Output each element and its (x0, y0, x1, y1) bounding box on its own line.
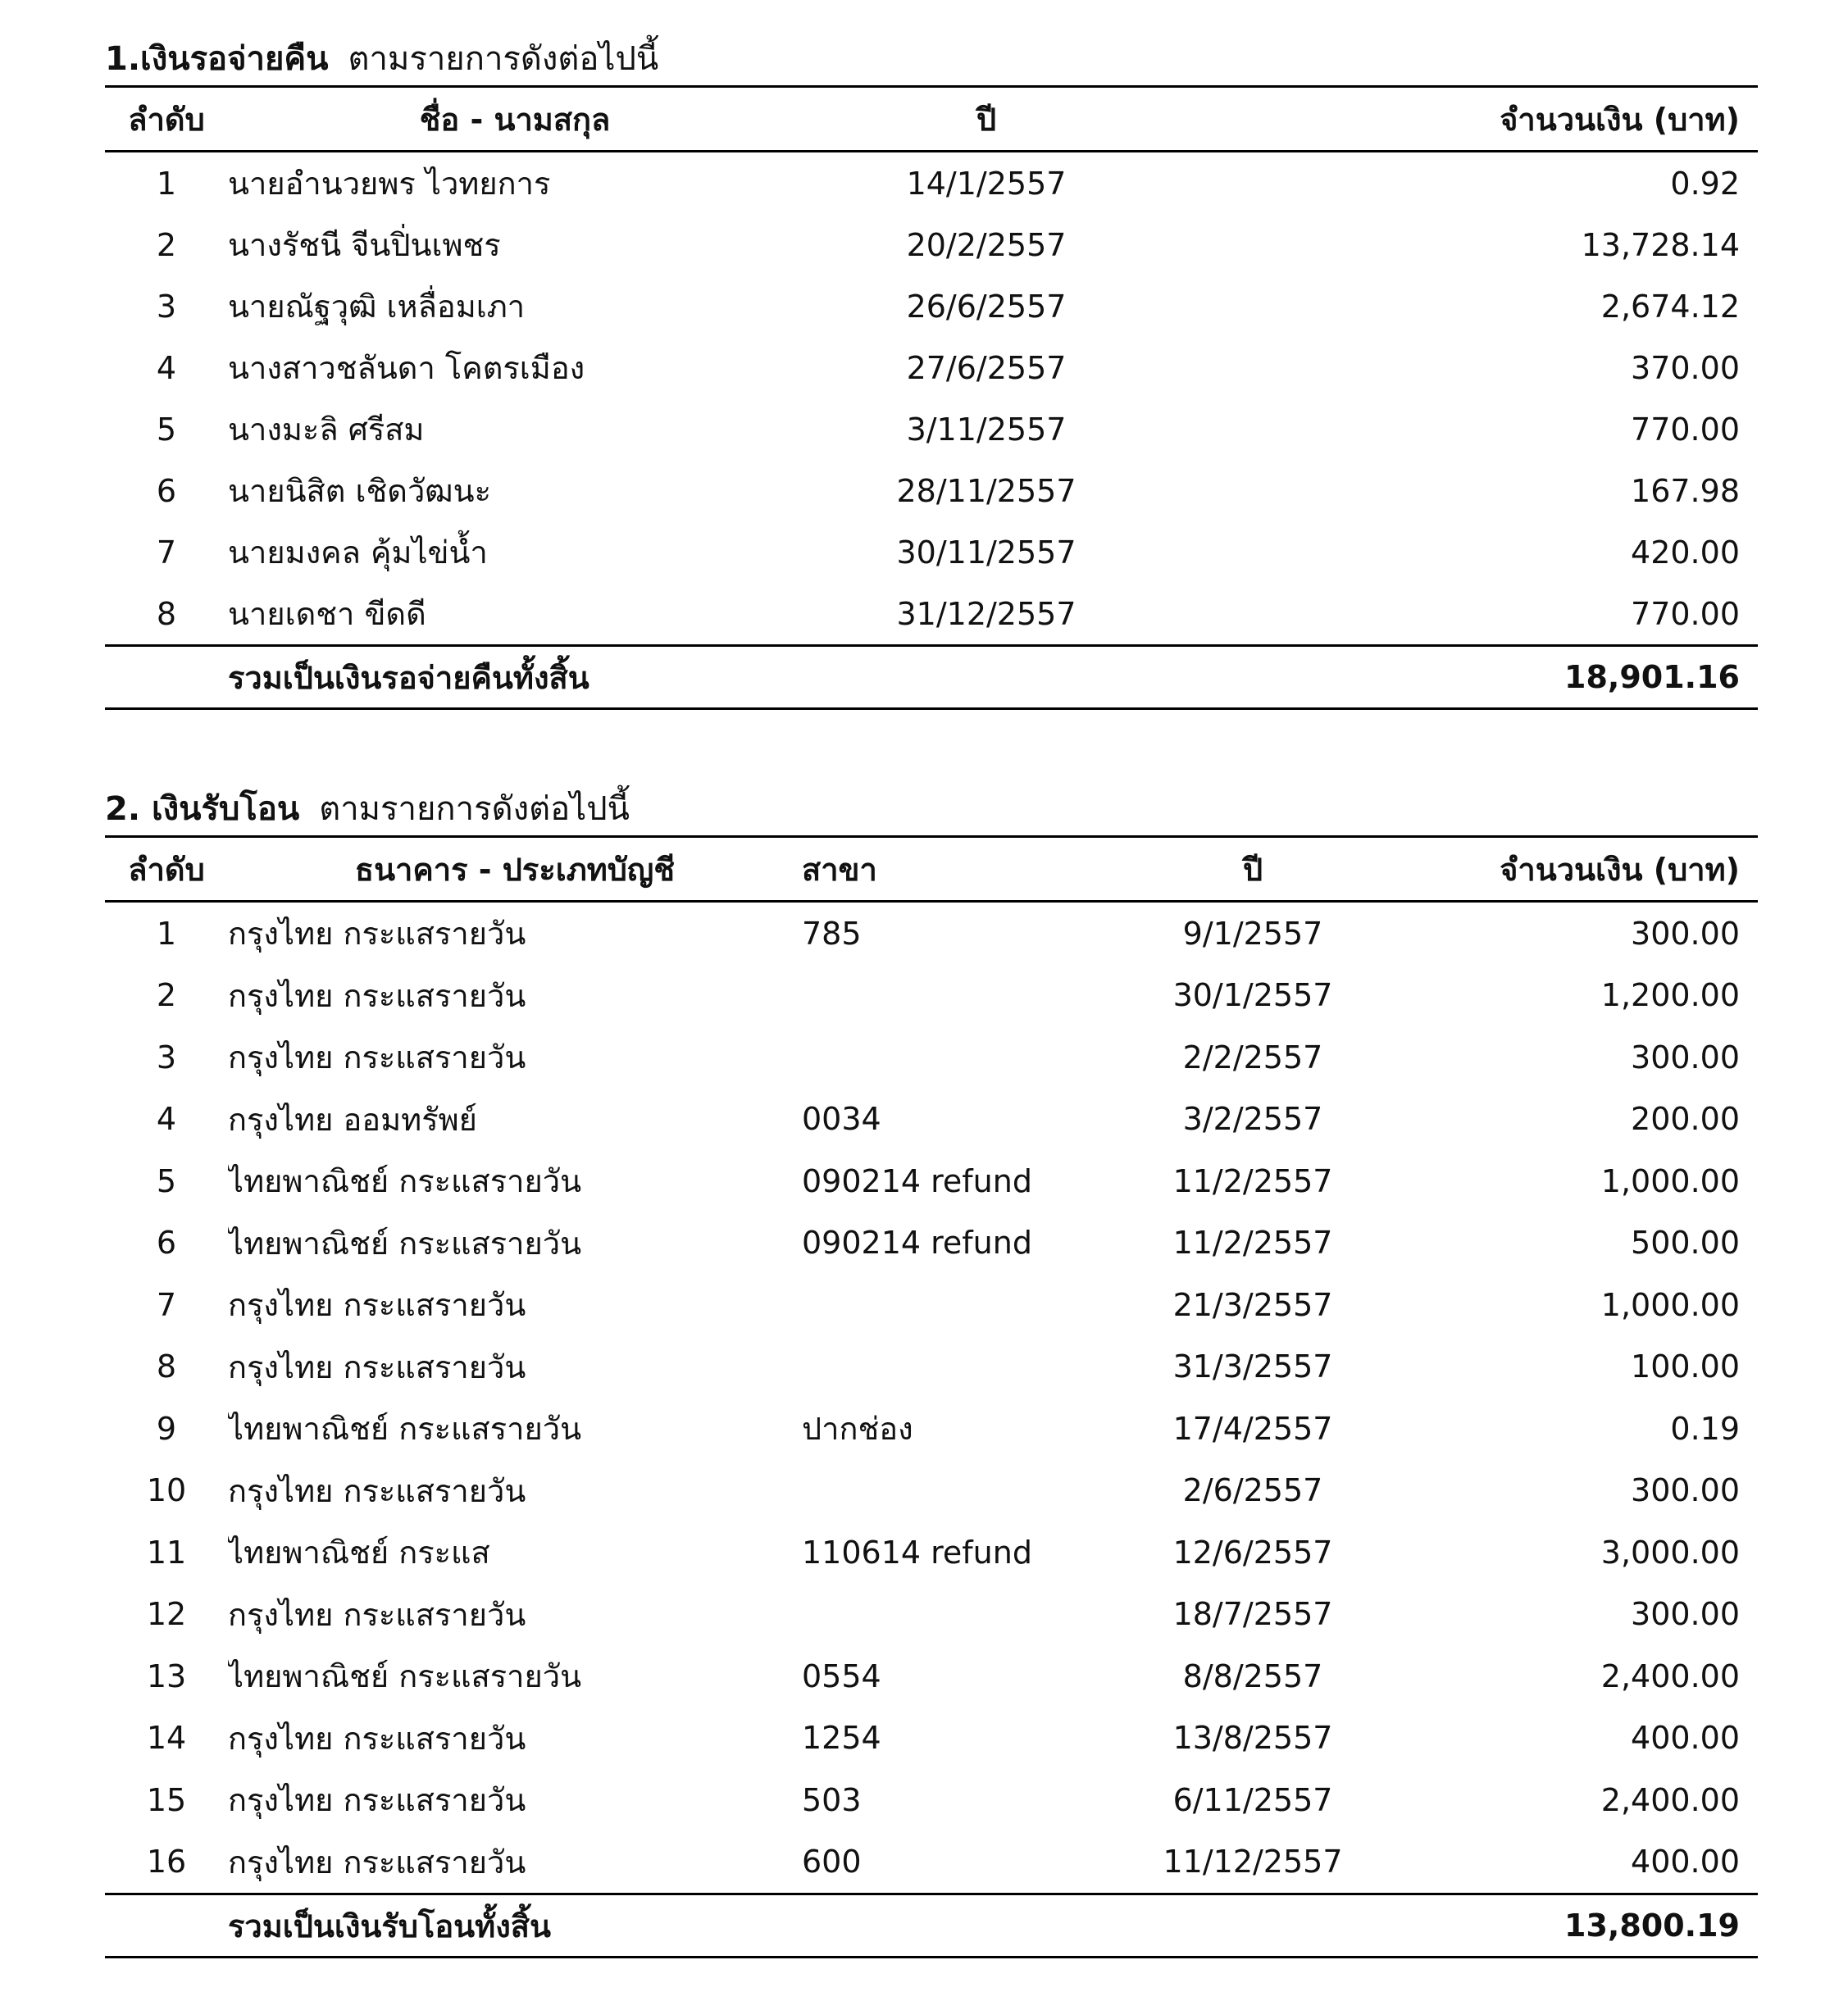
cell-seq: 6 (156, 1225, 177, 1262)
total-row (105, 646, 1758, 709)
cell-date: 13/8/2557 (1172, 1720, 1333, 1757)
cell-name: นางมะลิ ศรีสม (228, 412, 425, 448)
cell-date: 2/6/2557 (1182, 1472, 1323, 1509)
cell-seq: 3 (156, 1039, 177, 1075)
cell-branch: 785 (802, 915, 862, 952)
header-year: ปี (802, 87, 1171, 152)
table-row (105, 1150, 1758, 1212)
cell-amount: 300.00 (1631, 1596, 1740, 1633)
table-header-row (105, 87, 1758, 152)
cell-date: 3/2/2557 (1182, 1101, 1323, 1138)
table-row (105, 1769, 1758, 1831)
cell-amount: 770.00 (1631, 411, 1740, 448)
section-transfers-received (105, 783, 1758, 1958)
table-row (105, 965, 1758, 1027)
cell-amount: 300.00 (1631, 1472, 1740, 1509)
cell-bank: ไทยพาณิชย์ กระแสรายวัน (228, 1163, 582, 1200)
cell-branch: 503 (802, 1781, 862, 1818)
cell-bank: กรุงไทย กระแสรายวัน (228, 1287, 526, 1324)
cell-amount: 13,728.14 (1581, 226, 1740, 263)
cell-amount: 100.00 (1631, 1348, 1740, 1385)
cell-seq: 5 (156, 411, 177, 448)
cell-date: 3/11/2557 (906, 411, 1067, 448)
cell-name: นายเดชา ขีดดี (228, 596, 426, 632)
table-row (105, 1274, 1758, 1336)
cell-date: 31/12/2557 (896, 595, 1076, 632)
cell-bank: ไทยพาณิชย์ กระแสรายวัน (228, 1411, 582, 1448)
cell-branch: 0034 (802, 1101, 881, 1138)
cell-seq: 6 (156, 472, 177, 509)
cell-branch: 110614 refund (802, 1534, 1032, 1571)
cell-amount: 400.00 (1631, 1844, 1740, 1880)
cell-bank: ไทยพาณิชย์ กระแส (228, 1535, 490, 1571)
table-row (105, 1584, 1758, 1646)
cell-branch: 0554 (802, 1658, 881, 1694)
cell-amount: 2,400.00 (1600, 1658, 1740, 1694)
cell-date: 26/6/2557 (906, 288, 1067, 325)
cell-date: 17/4/2557 (1172, 1410, 1333, 1447)
cell-date: 27/6/2557 (906, 349, 1067, 386)
table-row (105, 275, 1758, 337)
header-branch: สาขา (802, 837, 1097, 902)
table-row (105, 1212, 1758, 1275)
table-row (105, 214, 1758, 275)
header-name: ชื่อ - นามสกุล (228, 87, 802, 152)
cell-seq: 4 (156, 349, 177, 386)
cell-name: นางสาวชลันดา โคตรเมือง (228, 350, 585, 386)
table-row (105, 521, 1758, 583)
cell-amount: 300.00 (1631, 915, 1740, 952)
cell-seq: 5 (156, 1162, 177, 1199)
table-row (105, 1398, 1758, 1460)
cell-seq: 4 (156, 1101, 177, 1138)
cell-bank: ไทยพาณิชย์ กระแสรายวัน (228, 1225, 582, 1262)
cell-seq: 9 (156, 1410, 177, 1447)
cell-amount: 770.00 (1631, 595, 1740, 632)
header-seq: ลำดับ (105, 87, 228, 152)
cell-name: นายมงคล คุ้มไข่น้ำ (228, 534, 488, 571)
cell-amount: 500.00 (1631, 1225, 1740, 1262)
cell-bank: กรุงไทย กระแสรายวัน (228, 1472, 526, 1509)
cell-date: 11/2/2557 (1172, 1225, 1333, 1262)
cell-date: 21/3/2557 (1172, 1286, 1333, 1323)
table-row (105, 1831, 1758, 1894)
cell-date: 20/2/2557 (906, 226, 1067, 263)
total-row (105, 1894, 1758, 1958)
total-label: รวมเป็นเงินรอจ่ายคืนทั้งสิ้น (228, 646, 802, 709)
cell-branch (802, 1460, 1097, 1522)
cell-date: 14/1/2557 (906, 165, 1067, 202)
cell-bank: กรุงไทย กระแสรายวัน (228, 916, 526, 953)
table-row (105, 152, 1758, 215)
cell-seq: 16 (146, 1844, 187, 1880)
cell-seq: 8 (156, 1348, 177, 1385)
table-row (105, 1089, 1758, 1151)
cell-date: 6/11/2557 (1172, 1781, 1333, 1818)
section-title: 2. เงินรับโอน (105, 790, 300, 828)
cell-name: นายนิสิต เชิดวัฒนะ (228, 473, 492, 509)
cell-bank: กรุงไทย กระแสรายวัน (228, 1596, 526, 1633)
cell-date: 8/8/2557 (1182, 1658, 1323, 1694)
section-pending-refunds (105, 33, 1758, 710)
table-row (105, 583, 1758, 646)
cell-seq: 8 (156, 595, 177, 632)
cell-date: 30/11/2557 (896, 534, 1076, 571)
total-amount: 18,901.16 (1171, 646, 1758, 709)
cell-name: นายณัฐวุฒิ เหลื่อมเภา (228, 289, 526, 325)
cell-branch (802, 1336, 1097, 1398)
cell-seq: 7 (156, 534, 177, 571)
cell-bank: ไทยพาณิชย์ กระแสรายวัน (228, 1658, 582, 1695)
cell-branch: 1254 (802, 1720, 881, 1757)
table-row (105, 1521, 1758, 1584)
cell-date: 28/11/2557 (896, 472, 1076, 509)
cell-amount: 0.19 (1670, 1410, 1740, 1447)
cell-branch: ปากช่อง (802, 1411, 913, 1448)
cell-branch (802, 1274, 1097, 1336)
cell-amount: 400.00 (1631, 1720, 1740, 1757)
cell-seq: 2 (156, 226, 177, 263)
cell-amount: 2,400.00 (1600, 1781, 1740, 1818)
table-row (105, 460, 1758, 521)
table-row (105, 398, 1758, 460)
cell-date: 18/7/2557 (1172, 1596, 1333, 1633)
cell-seq: 1 (156, 915, 177, 952)
section-subtitle: ตามรายการดังต่อไปนี้ (319, 790, 630, 828)
cell-branch: 090214 refund (802, 1225, 1032, 1262)
section-subtitle: ตามรายการดังต่อไปนี้ (348, 40, 659, 78)
cell-date: 30/1/2557 (1172, 977, 1333, 1014)
cell-bank: กรุงไทย กระแสรายวัน (228, 1844, 526, 1880)
total-amount: 13,800.19 (1409, 1894, 1758, 1958)
cell-bank: กรุงไทย กระแสรายวัน (228, 1348, 526, 1385)
cell-amount: 167.98 (1631, 472, 1740, 509)
cell-branch (802, 1026, 1097, 1089)
cell-amount: 1,200.00 (1600, 977, 1740, 1014)
cell-seq: 13 (146, 1658, 187, 1694)
cell-name: นายอำนวยพร ไวทยการ (228, 166, 551, 202)
cell-bank: กรุงไทย กระแสรายวัน (228, 1720, 526, 1757)
cell-branch: 600 (802, 1844, 862, 1880)
total-label: รวมเป็นเงินรับโอนทั้งสิ้น (228, 1894, 802, 1958)
cell-amount: 300.00 (1631, 1039, 1740, 1075)
cell-seq: 10 (146, 1472, 187, 1509)
header-amount: จำนวนเงิน (บาท) (1171, 87, 1758, 152)
header-bank: ธนาคาร - ประเภทบัญชี (228, 837, 802, 902)
header-amount: จำนวนเงิน (บาท) (1409, 837, 1758, 902)
cell-seq: 1 (156, 165, 177, 202)
cell-amount: 1,000.00 (1600, 1286, 1740, 1323)
cell-amount: 3,000.00 (1600, 1534, 1740, 1571)
cell-seq: 11 (146, 1534, 187, 1571)
table-row (105, 902, 1758, 965)
cell-seq: 12 (146, 1596, 187, 1633)
cell-amount: 370.00 (1631, 349, 1740, 386)
cell-seq: 7 (156, 1286, 177, 1323)
cell-amount: 420.00 (1631, 534, 1740, 571)
pending-refunds-table (105, 85, 1758, 710)
cell-bank: กรุงไทย กระแสรายวัน (228, 977, 526, 1014)
section-title: 1.เงินรอจ่ายคืน (105, 40, 329, 78)
table-row (105, 1460, 1758, 1522)
table-row (105, 1336, 1758, 1398)
cell-amount: 1,000.00 (1600, 1162, 1740, 1199)
cell-branch (802, 965, 1097, 1027)
cell-date: 9/1/2557 (1182, 915, 1323, 952)
cell-bank: กรุงไทย กระแสรายวัน (228, 1039, 526, 1076)
transfers-table (105, 835, 1758, 1958)
cell-amount: 2,674.12 (1600, 288, 1740, 325)
header-year: ปี (1097, 837, 1409, 902)
cell-name: นางรัชนี จีนปิ่นเพชร (228, 227, 501, 263)
cell-bank: กรุงไทย กระแสรายวัน (228, 1782, 526, 1819)
section-heading (105, 33, 1758, 85)
table-row (105, 1645, 1758, 1708)
table-header-row (105, 837, 1758, 902)
cell-seq: 15 (146, 1781, 187, 1818)
table-row (105, 1026, 1758, 1089)
cell-bank: กรุงไทย ออมทรัพย์ (228, 1101, 477, 1138)
section-heading (105, 783, 1758, 835)
header-seq: ลำดับ (105, 837, 228, 902)
cell-branch (802, 1584, 1097, 1646)
cell-date: 11/2/2557 (1172, 1162, 1333, 1199)
cell-date: 31/3/2557 (1172, 1348, 1333, 1385)
cell-seq: 3 (156, 288, 177, 325)
cell-amount: 200.00 (1631, 1101, 1740, 1138)
cell-amount: 0.92 (1670, 165, 1740, 202)
cell-seq: 2 (156, 977, 177, 1014)
cell-date: 12/6/2557 (1172, 1534, 1333, 1571)
cell-branch: 090214 refund (802, 1162, 1032, 1199)
cell-date: 2/2/2557 (1182, 1039, 1323, 1075)
cell-seq: 14 (146, 1720, 187, 1757)
table-row (105, 1708, 1758, 1770)
cell-date: 11/12/2557 (1163, 1844, 1343, 1880)
table-row (105, 337, 1758, 398)
